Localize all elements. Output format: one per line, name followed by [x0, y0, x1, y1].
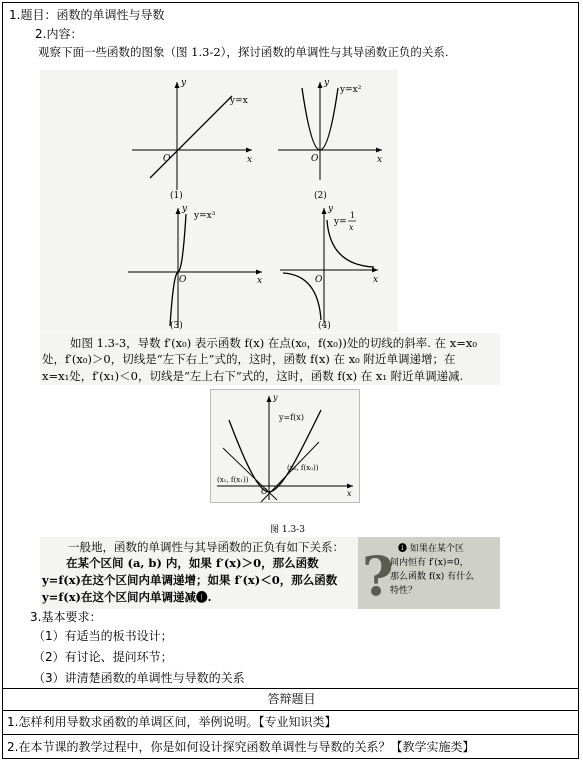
g4-caption: (4) [318, 321, 331, 331]
g2-caption: (2) [314, 191, 327, 201]
divider-1 [2, 688, 579, 689]
fig133-p1: (x₁, f(x₁)) [217, 476, 249, 484]
g4-y-label: y [328, 204, 334, 214]
g2-y-label: y [324, 78, 330, 88]
divider-3 [2, 734, 579, 735]
para2-line1: 一般地，函数的单调性与其导函数的正负有如下关系： [68, 540, 344, 554]
title-line: 1.题目：函数的单调性与导数 [9, 8, 165, 22]
para1-line2: 处，f′(x₀)＞0，切线是“左下右上”式的，这时，函数 f(x) 在 x₀ 附近单调递增；在 [42, 352, 456, 366]
requirements-label: 3.基本要求： [30, 610, 102, 624]
fig133-y-label: y [273, 393, 278, 402]
g3-origin: O [179, 275, 187, 285]
graph-reciprocal [280, 204, 378, 331]
figure-1-3-3 [210, 389, 360, 503]
g1-y-label: y [181, 78, 187, 88]
content-label: 2.内容： [35, 27, 83, 41]
defense-header: 答辩题目 [267, 692, 316, 706]
question-1: 1.怎样利用导数求函数的单调区间，举例说明。【专业知识类】 [7, 715, 337, 729]
g3-func-label: y=x³ [194, 211, 216, 221]
g2-x-label: x [377, 155, 383, 165]
g3-caption: (3) [170, 321, 183, 331]
g3-x-label: x [257, 276, 263, 286]
g1-x-label: x [247, 155, 253, 165]
fig133-x-label: x [347, 489, 352, 498]
para2-line3: y=f(x)在这个区间内单调递增；如果 f′(x)＜0，那么函数 [42, 573, 338, 587]
sidebox [358, 537, 500, 609]
intro-text: 观察下面一些函数的图象（图 1.3-2），探讨函数的单调性与其导函数正负的关系. [38, 45, 449, 59]
requirement-2: （2）有讨论、提问环节； [33, 650, 173, 664]
g2-origin: O [311, 154, 319, 164]
para2-line4: y=f(x)在这个区间内单调递减❶. [42, 590, 212, 604]
fig133-origin: O [261, 487, 268, 496]
g1-origin: O [163, 154, 171, 164]
sidebox-line1: ❶ 如果在某个区 [398, 544, 464, 554]
graph-grid [40, 70, 398, 332]
graph-square [278, 78, 382, 201]
sidebox-line3: 那么函数 f(x) 有什么 [390, 572, 475, 582]
graph-cube [128, 204, 262, 331]
question-2: 2.在本节课的教学过程中，你是如何设计探究函数单调性与导数的关系？【教学实施类】 [7, 740, 475, 754]
para2-line2: 在某个区间 (a, b) 内，如果 f′(x)＞0，那么函数 [66, 556, 319, 570]
requirement-1: （1）有适当的板书设计； [33, 629, 173, 643]
g4-func-prefix: y= [334, 217, 347, 227]
para1-line3: x=x₁处，f′(x₁)＜0，切线是“左上右下”式的，这时，函数 f(x) 在 x₁ 附近单调递减. [42, 369, 464, 383]
fig133-func: y=f(x) [279, 413, 304, 422]
g4-func-den: x [349, 223, 354, 232]
fig133-caption: 图 1.3-3 [270, 525, 305, 535]
divider-2 [2, 710, 579, 711]
para1-line1: 如图 1.3-3，导数 f′(x₀) 表示函数 f(x) 在点(x₀，f(x₀))处的切线的斜率. 在 x=x₀ [70, 336, 477, 350]
g1-caption: (1) [170, 191, 183, 201]
fig133-svg [211, 390, 359, 502]
g4-origin: O [315, 275, 323, 285]
figure-1-3-2 [40, 70, 398, 332]
g1-func-label: y=x [230, 96, 248, 106]
sidebox-line2: 间内恒有 f′(x)=0， [390, 558, 469, 568]
graph-linear [132, 78, 252, 201]
g4-func-num: 1 [350, 211, 356, 220]
svg-text:?: ? [362, 544, 394, 608]
g4-x-label: x [373, 275, 379, 285]
requirement-3: （3）讲清楚函数的单调性与导数的关系 [33, 671, 245, 685]
question-mark-icon [362, 544, 394, 608]
fig133-p0: (x₀, f(x₀)) [287, 464, 319, 472]
g2-func-label: y=x² [340, 85, 362, 95]
g3-y-label: y [182, 204, 188, 214]
sidebox-line4: 特性？ [390, 586, 418, 596]
